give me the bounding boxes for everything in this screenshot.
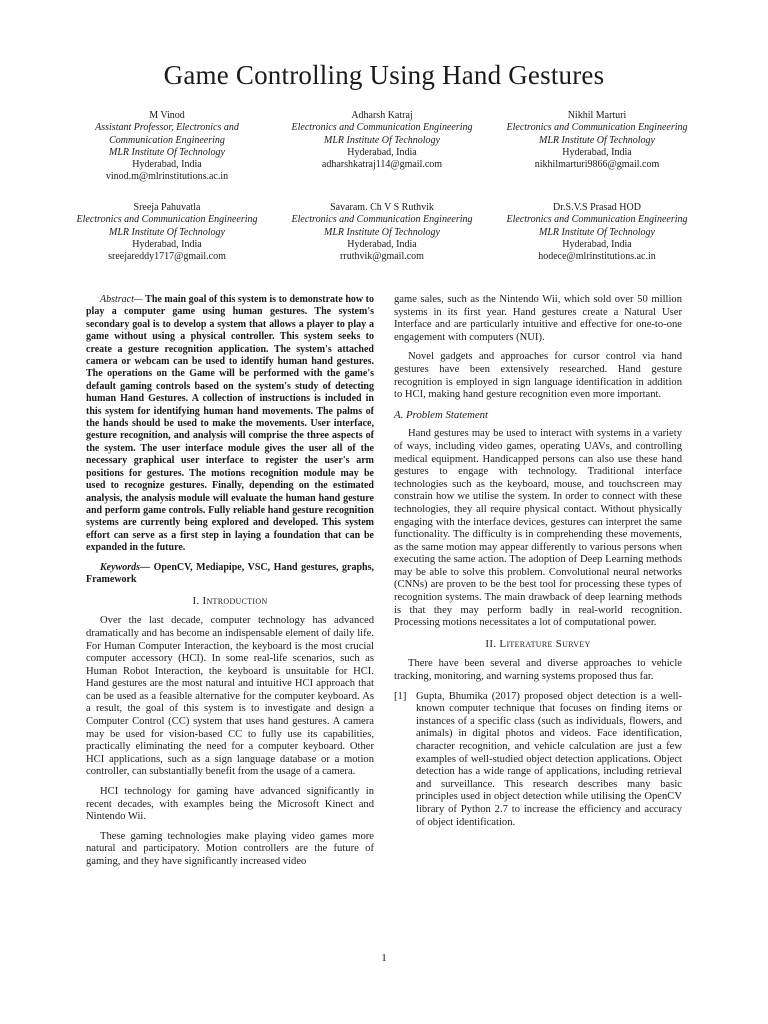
author-city: Hyderabad, India — [132, 159, 202, 171]
author-affiliation: Assistant Professor, Electronics and Communication Engineering — [95, 122, 239, 146]
reference-text: Gupta, Bhumika (2017) proposed object detection is a well-known computer technique that focuses on finding items or instances of a specific class (such as individuals, flowers, and animals) in digital photos and videos. Face identification, character recognition, and vehicle calculation are just a few examples of well-studied object detection applications. Object detection has a wide range of applications, including retrieval and surveillance. This research describes many basic principles used in object detection while utilising the OpenCV library of Python 2.7 to increase the efficiency and accuracy of object identification. — [416, 690, 682, 828]
author-email: sreejareddy1717@gmail.com — [108, 251, 226, 263]
paragraph: Over the last decade, computer technology has advanced dramatically and has become an indispensable element of daily life. For Human Computer Interaction, the keyboard is the most crucial computer accessory (HCI). In some real-life scenarios, such as Human Robot Interaction, the keyboard is unsuitable for HCI. Hand gestures are the most natural and intuitive HCI approach that can be used as a feasible alternative for the computer keyboard. As a result, the goal of this system is to investigate and design a Computer Control (CC) system that uses hand gestures. A camera may be used for vision-based CC to fully use its capabilities, practically eliminating the need for a computer keyboard. Other HCI applications, such as a sign language database or a motion controller, can substantially benefit from the usage of a camera. — [86, 615, 374, 778]
author-city: Hyderabad, India — [132, 238, 202, 250]
keywords-lead: Keywords— — [100, 561, 150, 573]
paragraph: These gaming technologies make playing video games more natural and participatory. Motion controllers are the future of gaming, and they have significantly increased video — [86, 830, 374, 867]
author-institution: MLR Institute Of Technology — [323, 134, 440, 146]
author-name: Sreeja Pahuvatla — [133, 202, 201, 213]
author-email: rruthvik@gmail.com — [340, 251, 424, 263]
author-affiliation: Electronics and Communication Engineering — [291, 122, 473, 134]
author-city: Hyderabad, India — [562, 238, 632, 250]
author-email: adharshkatraj114@gmail.com — [321, 159, 443, 171]
author-block — [282, 110, 482, 171]
right-column — [394, 294, 682, 835]
keywords-text: OpenCV, Mediapipe, VSC, Hand gestures, graphs, Framework — [86, 561, 374, 586]
left-column — [86, 294, 374, 876]
section-heading-literature-survey: II. Literature Survey — [485, 637, 591, 650]
author-block — [497, 110, 697, 171]
author-name: Adharsh Katraj — [351, 110, 413, 121]
author-city: Hyderabad, India — [562, 146, 632, 158]
section-heading-introduction: I. Introduction — [192, 594, 268, 607]
author-affiliation: Electronics and Communication Engineering — [76, 214, 258, 226]
author-block — [67, 110, 267, 184]
author-institution: MLR Institute Of Technology — [538, 134, 655, 146]
paper-title: Game Controlling Using Hand Gestures — [163, 60, 605, 90]
abstract-lead: Abstract— — [100, 294, 143, 305]
page-number: 1 — [381, 952, 387, 964]
paragraph: HCI technology for gaming have advanced significantly in recent decades, with examples being the Microsoft Kinect and Nintendo Wii. — [86, 786, 374, 823]
keywords — [86, 562, 374, 587]
subsection-heading-problem-statement: A. Problem Statement — [394, 408, 489, 421]
author-block — [497, 202, 697, 263]
paragraph: game sales, such as the Nintendo Wii, which sold over 50 million systems in its first year. Hand gestures create a Natural User Interface and are particularly intuitive and effective for one-to-one engagement with computers (NUI). — [394, 294, 682, 343]
abstract-text: The main goal of this system is to demonstrate how to play a computer game using human gestures. The system's secondary goal is to develop a system that allows a player to play a game without using a physical controller. This system seeks to create a gesture recognition application. The system's attached camera or webcam can be used to identify human hand gestures. The operations on the Game will be performed with the game's default gaming controls based on the system's study of detecting human Hand Gestures. A collection of instructions is included in this system for identifying human hand movements. The palms of the hands should be used to make the movements. User interface, gesture recognition, and analysis will comprise the three aspects of the system. The user interface module gives the user all of the necessary graphical user interface to register the user's arm positions for gestures. The motions recognition module may be used to recognize gestures. Finally, depending on the estimated analysis, the analysis module will evaluate the human hand gesture and perform game controls. Fully reliable hand gesture recognition systems are currently being explored and developed. This system effort can serve as a first step in laying a foundation that can be expanded in the future. — [86, 294, 374, 554]
author-affiliation: Electronics and Communication Engineering — [506, 214, 688, 226]
reference-item — [394, 691, 682, 830]
author-email: hodece@mlrinstitutions.ac.in — [538, 251, 656, 263]
author-block — [67, 202, 267, 263]
author-institution: MLR Institute Of Technology — [108, 226, 225, 238]
author-email: nikhilmarturi9866@gmail.com — [534, 159, 660, 171]
paragraph: Hand gestures may be used to interact with systems in a variety of ways, including video games, operating UAVs, and controlling medical equipment. Handicapped persons can also use these hand gestures to engage with technology. Traditional interface technologies such as the keyboard, mouse, and touchscreen may constrain how we utilise the system. In order to connect with these technologies, they all require physical contact. Without physically engaging with the interface devices, gestures can interpret the same functionality. The difficulty is in comprehending these movements, as the same motion may appear differently to various persons when executing the same action. The adoption of Deep Learning methods may be able to solve this problem. Convolutional neural networks (CNNs) are proven to be the best tool for processing these types of recognition systems. The main drawback of deep learning methods is that they may perform badly in real-world recognition. Processing motions necessitates a lot of computational power. — [394, 428, 682, 629]
author-name: Nikhil Marturi — [567, 110, 627, 121]
paragraph: Novel gadgets and approaches for cursor control via hand gestures have been extensively researched. Hand gesture recognition is employed in sign language identification in addition to HCI, making hand gesture recognition even more important. — [394, 351, 682, 401]
author-institution: MLR Institute Of Technology — [108, 146, 225, 158]
author-affiliation: Electronics and Communication Engineering — [291, 214, 473, 226]
author-name: Savaram. Ch V S Ruthvik — [330, 202, 434, 213]
author-institution: MLR Institute Of Technology — [538, 226, 655, 238]
author-institution: MLR Institute Of Technology — [323, 226, 440, 238]
paragraph: There have been several and diverse approaches to vehicle tracking, monitoring, and warning systems proposed thus far. — [394, 658, 682, 683]
author-block — [282, 202, 482, 263]
abstract — [86, 294, 374, 555]
author-city: Hyderabad, India — [347, 238, 417, 250]
reference-number: [1] — [394, 690, 407, 702]
author-email: vinod.m@mlrinstitutions.ac.in — [105, 171, 229, 183]
author-name: M Vinod — [149, 110, 185, 121]
author-city: Hyderabad, India — [347, 146, 417, 158]
author-affiliation: Electronics and Communication Engineering — [506, 122, 688, 134]
author-name: Dr.S.V.S Prasad HOD — [553, 202, 641, 213]
